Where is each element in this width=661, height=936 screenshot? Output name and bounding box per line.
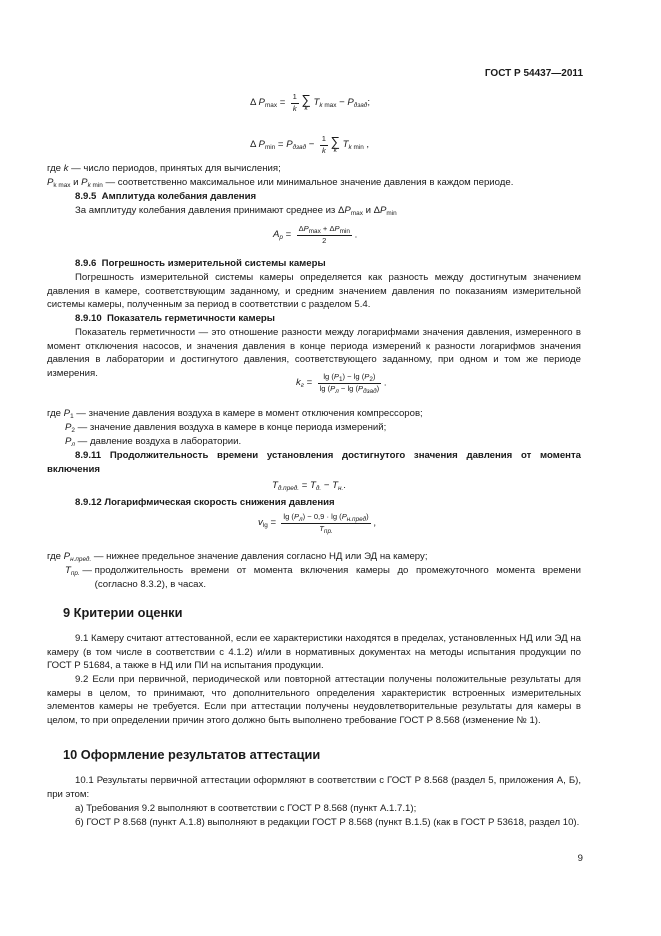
section-8-9-5-body: За амплитуду колебания давления принимают среднее из $\Delta P_{max}$ и $\Delta P_{min}$ (75, 205, 397, 217)
section-8-9-6-heading: 8.9.6 Погрешность измерительной системы камеры (75, 258, 326, 269)
formula-tdpred: $T_{д.пред.} = T_{д.} - T_{н.}$. (272, 480, 346, 492)
where-k: где k — число периодов, принятых для вычисления; (47, 163, 281, 174)
formula-vlg: $v_{lg}$ = $\frac{\lg (P_л) - 0,9 \cdot \lg (P_{н.пред})}{T_{пр.}}$ , (258, 512, 377, 535)
where-p1: где $P_1$ — значение давления воздуха в камере в момент отключения компрессоров; (47, 408, 423, 420)
section-8-9-5-heading: 8.9.5 Амплитуда колебания давления (75, 191, 257, 202)
paragraph-9-2: 9.2 Если при первичной, периодической или повторной аттестации получены положительные результаты для камеры в целом, то принимают, что дополнительного определения характеристик встроенных измерительных элементов камеры не требуется. Если при аттестации получены неудовлетворительные результаты для камеры в целом, то при определении причин этого должно быть выполнено требование ГОСТ Р 8.568 (изменение № 1). (47, 674, 581, 726)
formula-ap: $A_p$ = $\frac{\Delta P_{max} + \Delta P_{min}}{2}$ . (273, 224, 358, 245)
where-p2: $P_2$ — значение давления воздуха в камере в конце периода измерений; (65, 422, 387, 434)
formula-dpmin: Δ $P_{min} = P_{дзад}$ − $\frac{1}{k}$ ∑ k $T_{k min}$ , (250, 134, 370, 155)
section-8-9-11-heading: 8.9.11 Продолжительность времени установления достигнутого значения давления от момента включения (47, 450, 581, 475)
paragraph-10-1-a: а) Требования 9.2 выполняют в соответствии с ГОСТ Р 8.568 (пункт А.1.7.1); (75, 803, 417, 814)
paragraph-10-1: 10.1 Результаты первичной аттестации оформляют в соответствии с ГОСТ Р 8.568 (раздел 5, приложения А, Б), при этом: (47, 775, 581, 800)
where-pk: $P_{k max}$ и $P_{k min}$ — соответственно максимальное или минимальное значение давления в каждом периоде. (47, 177, 514, 189)
paragraph-9-1: 9.1 Камеру считают аттестованной, если ее характеристики находятся в пределах, установленных НД или ЭД на камеру (в том числе в соответствии с 4.1.2) и/или в нормативных документах на методы испытания продукции по ГОСТ Р 51684, а также в НД или ПИ на испытания продукции. (47, 633, 581, 672)
section-9-heading: 9 Критерии оценки (63, 605, 183, 620)
section-8-9-12-heading: 8.9.12 Логарифмическая скорость снижения давления (75, 497, 335, 508)
where-pnpred: где $P_{н.пред.}$ — нижнее предельное значение давления согласно НД или ЭД на камеру; (47, 551, 428, 563)
formula-dpmax: Δ $P_{max}$ = $\frac{1}{k}$ ∑ k $T_{k max} - P_{дзад}$; (250, 92, 370, 113)
where-pn: $P_л$ — давление воздуха в лаборатории. (65, 436, 242, 448)
section-8-9-10-body: Показатель герметичности — это отношение разности между логарифмами значения давления, измеренного в момент отключения насосов, и значения давления в конце периода измерений к разности логарифмов значения давления в лаборатории и достигнутого давления, соответствующего заданному, при одном и том же периоде измерения. (47, 327, 581, 379)
paragraph-10-1-b: б) ГОСТ Р 8.568 (пункт А.1.8) выполняют в редакции ГОСТ Р 8.568 (пункт В.1.5) (как в ГОСТ Р 53618, раздел 10). (75, 817, 580, 828)
section-10-heading: 10 Оформление результатов аттестации (63, 747, 321, 762)
where-tpr: $T_{пр.}$ — продолжительность времени от момента включения камеры до промежуточного момента времени (согласно 8.3.2), в часах. (65, 565, 581, 590)
section-8-9-6-body: Погрешность измерительной системы камеры определяется как разность между достигнутым значением давления в камере, соответствующим заданному, и средним значением давления по показаниям измерительной системы камеры, полученным за период в соответствии с разделом 5.4. (47, 272, 581, 311)
standard-header: ГОСТ Р 54437—2011 (484, 68, 583, 79)
page-number: 9 (577, 853, 583, 864)
section-8-9-10-heading: 8.9.10 Показатель герметичности камеры (75, 313, 275, 324)
formula-kg: $k_г$ = $\frac{\lg (P_1) - \lg (P_2)}{\lg (P_л - \lg (P_{дзад})}$ . (296, 372, 387, 395)
